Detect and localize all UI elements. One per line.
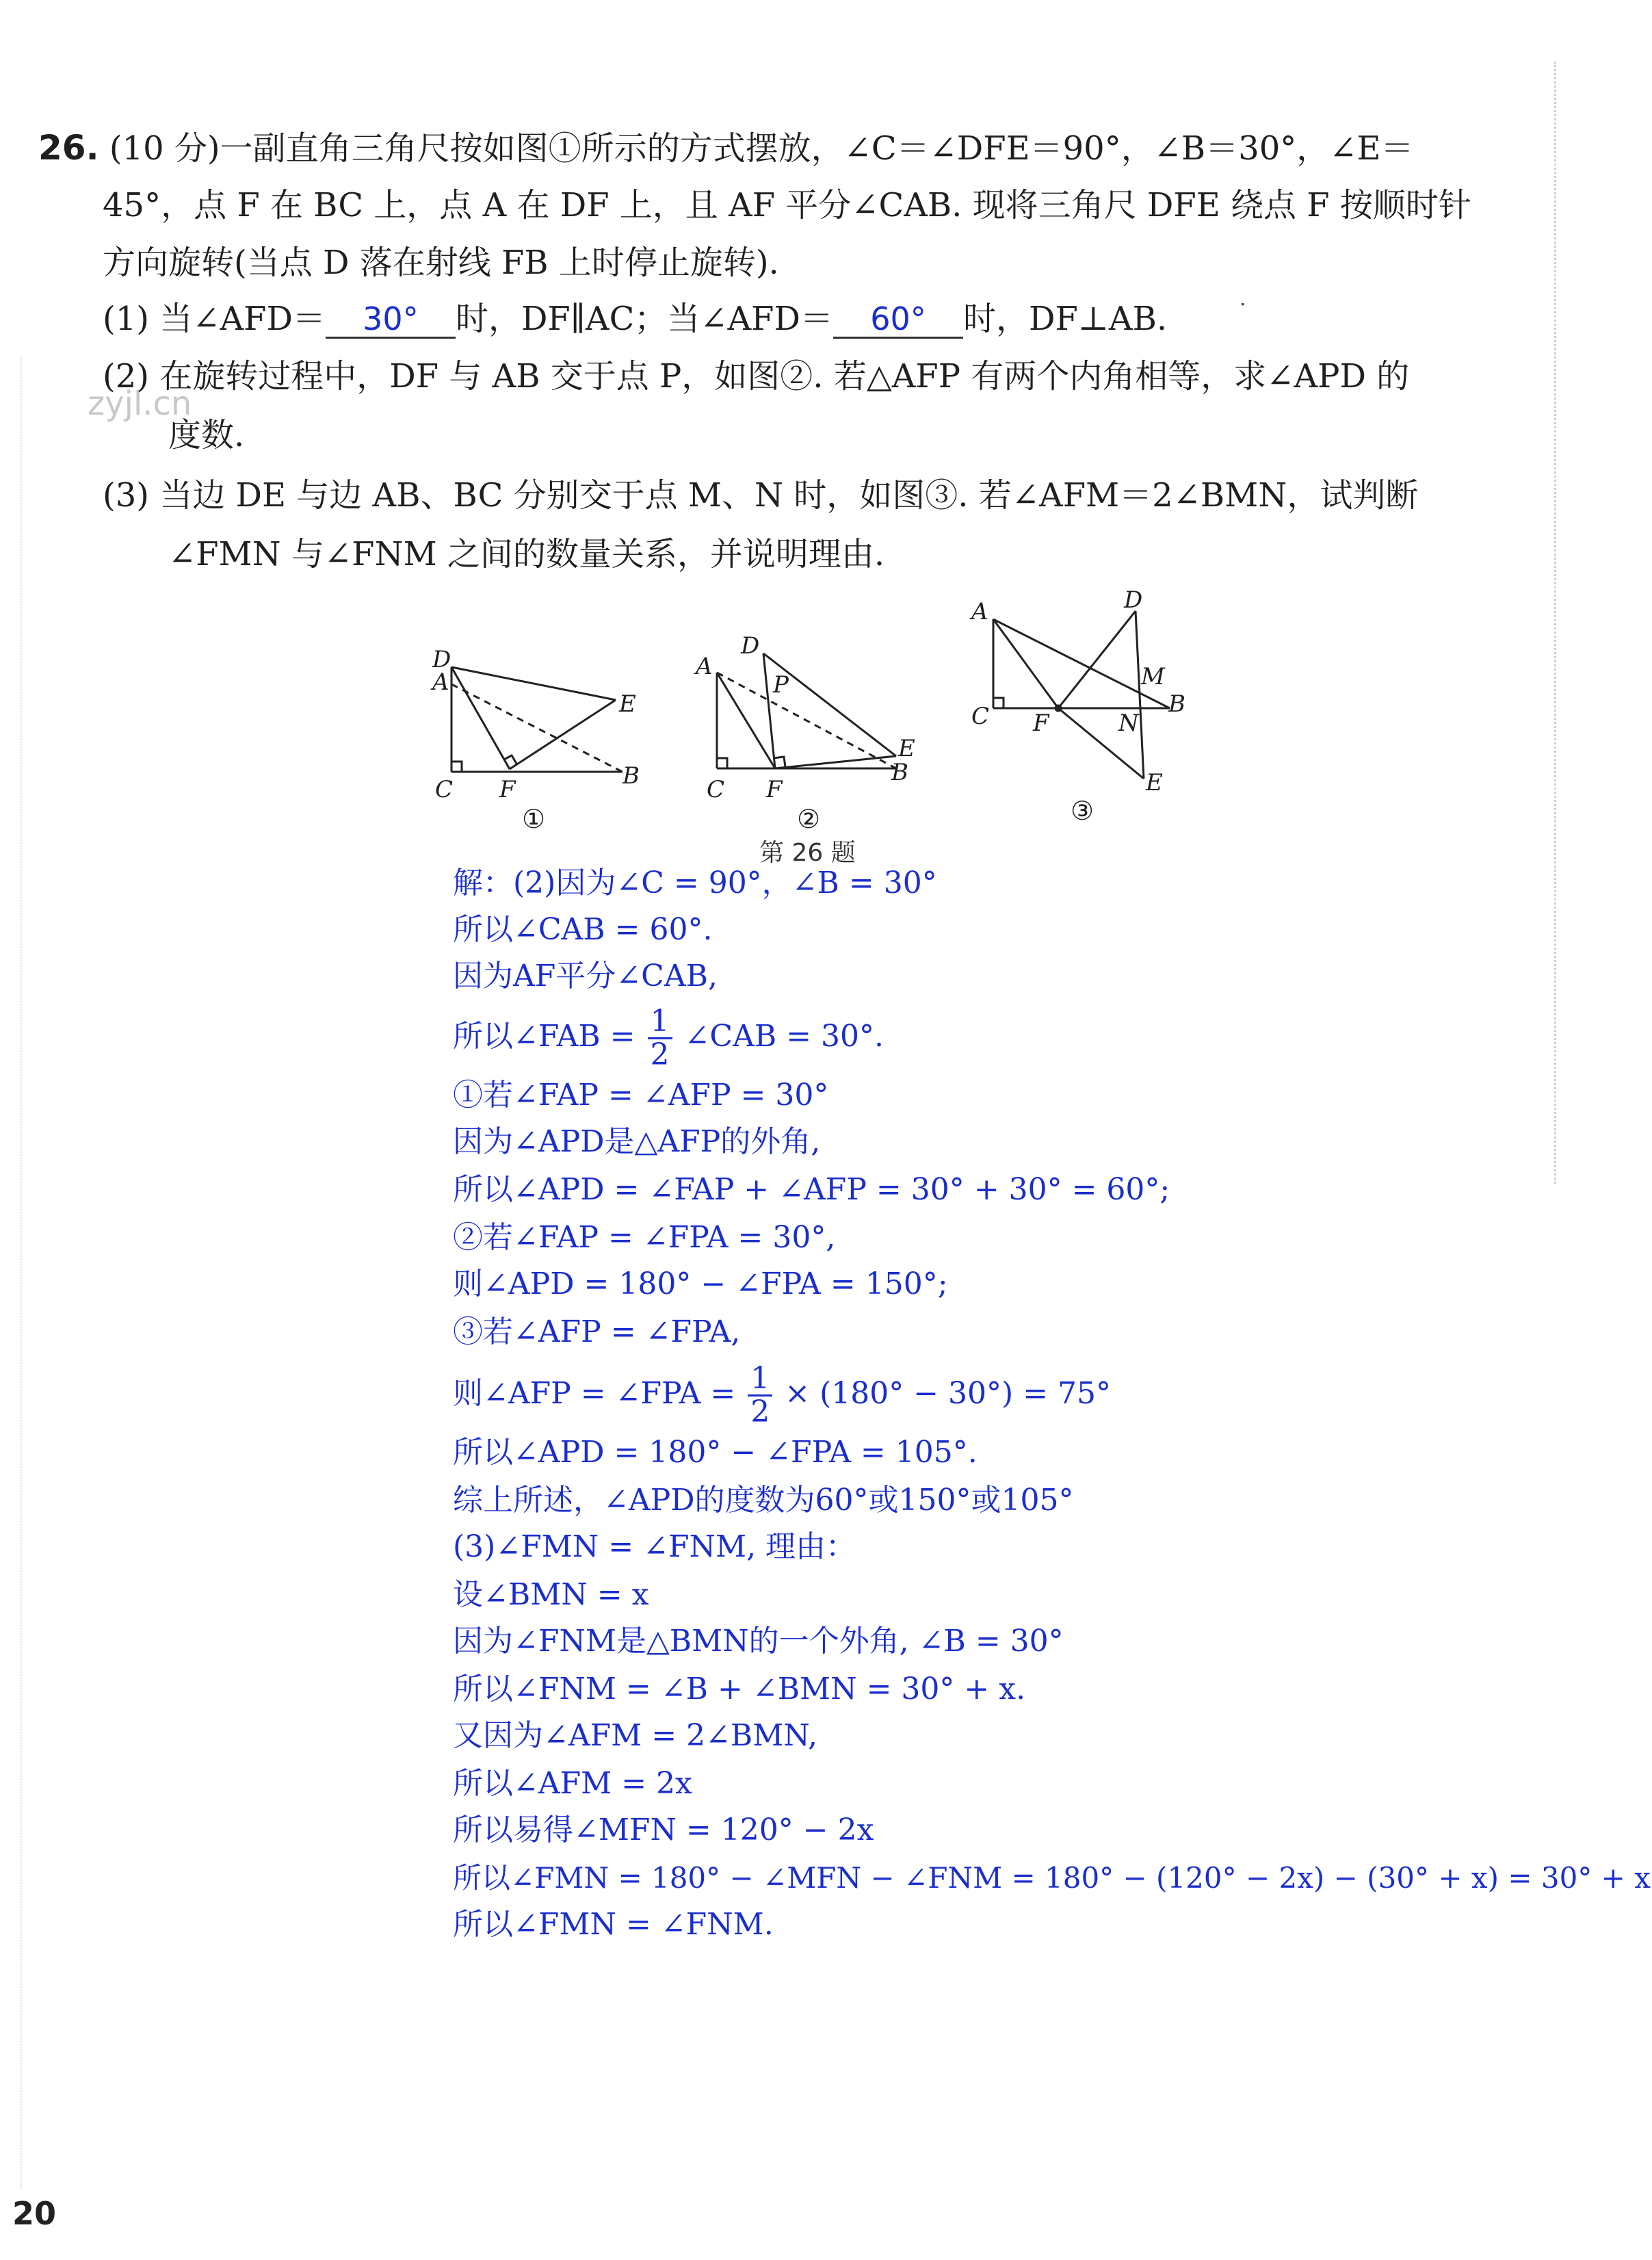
solution-line-4-b: ∠CAB = 30°. [684,1019,884,1054]
solution-line-9: 则∠APD = 180° − ∠FPA = 150°; [453,1267,948,1301]
solution-line-4 [453,1006,884,1071]
fig1-label-C: C [435,776,454,803]
fig3-label-D: D [1124,586,1143,614]
stray-dot: · [1240,293,1246,317]
fraction-half-1 [648,1006,672,1071]
fig3-label-F: F [1033,710,1049,737]
fraction-numerator: 1 [748,1363,772,1397]
figure-caption: 第 26 题 [759,839,856,867]
fig2-label-D: D [741,632,760,660]
fig1-label-F: F [499,776,516,803]
question-number: 26. [38,128,99,168]
question-text-1: (10 分)一副直角三角尺按如图①所示的方式摆放，∠C＝∠DFE＝90°，∠B＝30°，∠E＝ [109,129,1414,168]
solution-line-20: 所以易得∠MFN = 120° − 2x [453,1813,874,1847]
fig3-label-A: A [971,598,988,625]
part2-line-2: 度数. [168,416,245,454]
solution-line-7: 所以∠APD = ∠FAP + ∠AFP = 30° + 30° = 60°; [453,1172,1170,1207]
part1-answer-1: 30° [326,301,456,339]
solution-line-16: 因为∠FNM是△BMN的一个外角, ∠B = 30° [453,1624,1064,1659]
part3-line-2: ∠FMN 与∠FNM 之间的数量关系，并说明理由. [168,535,885,573]
solution-line-14: (3)∠FMN = ∠FNM, 理由： [453,1529,856,1564]
solution-line-17: 所以∠FNM = ∠B + ∠BMN = 30° + x. [453,1672,1026,1706]
solution-line-19: 所以∠AFM = 2x [453,1766,692,1801]
fraction-denominator: 2 [650,1037,670,1072]
figure-2 [717,653,896,768]
part1-answer-2: 60° [833,301,963,339]
fig2-label-C: C [707,776,725,803]
solution-line-8: ②若∠FAP = ∠FPA = 30°, [453,1220,836,1255]
fig3-label-E: E [1146,769,1163,796]
question-line-2: 45°，点 F 在 BC 上，点 A 在 DF 上，且 AF 平分∠CAB. 现将三角尺 DFE 绕点 F 按顺时针 [103,186,1471,224]
solution-line-2: 所以∠CAB = 60°. [453,912,713,947]
fig3-label-C: C [971,703,990,730]
solution-line-22: 所以∠FMN = ∠FNM. [453,1907,774,1942]
fig2-label-P: P [773,671,789,699]
solution-line-13: 综上所述，∠APD的度数为60°或150°或105° [453,1483,1074,1518]
fraction-denominator: 2 [750,1394,770,1429]
fig2-label-E: E [898,735,915,762]
solution-line-6: 因为∠APD是△AFP的外角, [453,1124,821,1159]
solution-line-4-a: 所以∠FAB = [453,1019,635,1054]
fig1-label-E: E [619,690,636,718]
fig2-number: ② [797,804,821,834]
fig3-number: ③ [1071,796,1094,826]
fig2-label-B: B [891,759,908,786]
solution-line-10: ③若∠AFP = ∠FPA, [453,1314,741,1349]
page-number: 20 [12,2195,57,2232]
part1-text-c: 时，DF⊥AB. [962,300,1168,338]
solution-line-3: 因为AF平分∠CAB, [453,959,718,993]
figure-1 [451,667,622,772]
fig1-label-A: A [432,668,449,696]
part3-line-1: (3) 当边 DE 与边 AB、BC 分别交于点 M、N 时，如图③. 若∠AFM＝2∠BMN，试判断 [103,476,1419,515]
fig2-label-F: F [766,776,783,803]
solution-line-15: 设∠BMN = x [453,1577,649,1612]
fig3-label-N: N [1118,710,1139,737]
fraction-numerator: 1 [648,1006,672,1039]
part1-text-b: 时，DF∥AC；当∠AFD＝ [455,300,833,338]
fig1-label-B: B [622,762,640,790]
fig3-label-B: B [1168,690,1185,718]
solution-line-11 [453,1363,1111,1428]
figure-3 [993,611,1170,779]
solution-line-12: 所以∠APD = 180° − ∠FPA = 105°. [453,1435,978,1470]
part1-text-a: (1) 当∠AFD＝ [103,300,326,338]
watermark: zyjl.cn [88,385,192,423]
fig3-label-M: M [1141,663,1165,690]
solution-line-18: 又因为∠AFM = 2∠BMN, [453,1718,817,1753]
figures-svg [0,0,1652,889]
part2-line-1: (2) 在旋转过程中，DF 与 AB 交于点 P，如图②. 若△AFP 有两个内角相等，求∠APD 的 [103,357,1410,395]
fraction-half-2 [748,1363,772,1428]
question-line-3: 方向旋转(当点 D 落在射线 FB 上时停止旋转). [103,244,779,282]
fig2-label-A: A [696,653,713,680]
solution-line-1: 解：(2)因为∠C = 90°，∠B = 30° [453,866,937,900]
fig1-number: ① [522,804,546,834]
solution-line-11-a: 则∠AFP = ∠FPA = [453,1376,736,1411]
solution-line-5: ①若∠FAP = ∠AFP = 30° [453,1078,829,1113]
solution-line-21: 所以∠FMN = 180° − ∠MFN − ∠FNM = 180° − (120° − 2x) − (30° + x) = 30° + x [453,1861,1651,1895]
solution-line-11-b: × (180° − 30°) = 75° [785,1376,1112,1411]
fig1-label-D: D [432,646,451,673]
